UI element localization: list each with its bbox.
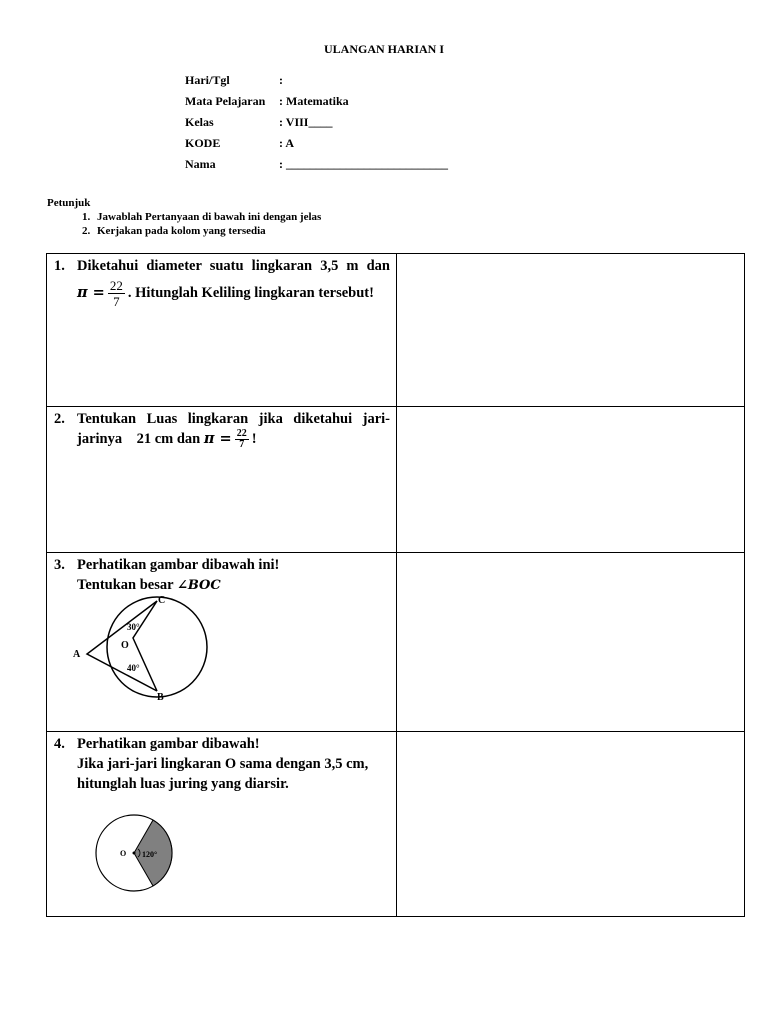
question-row-4: [47, 732, 745, 917]
field-value: : Matematika: [279, 94, 349, 108]
field-label: Nama: [185, 157, 216, 171]
label-c: C: [158, 596, 166, 606]
page-title: ULANGAN HARIAN I: [323, 42, 444, 56]
pi-symbol: π =: [77, 283, 105, 301]
question-number: 2.: [54, 411, 65, 427]
question-text: Perhatikan gambar dibawah!: [77, 736, 260, 752]
question-text: Perhatikan gambar dibawah ini!: [77, 557, 280, 573]
question-text: jarinya 21 cm dan: [77, 431, 201, 447]
answer-cell-3[interactable]: [397, 553, 745, 732]
field-label: Hari/Tgl: [185, 73, 230, 87]
field-hari-tgl: [185, 70, 448, 91]
question-number: 4.: [54, 736, 65, 752]
question-cell-2: [47, 407, 397, 553]
instruction-item: 2. Kerjakan pada kolom yang tersedia: [93, 224, 321, 238]
answer-cell-1[interactable]: [397, 254, 745, 407]
answer-cell-2[interactable]: [397, 407, 745, 553]
question-row-2: [47, 407, 745, 553]
sector-figure: [89, 814, 179, 894]
center-label-o: O: [120, 849, 127, 858]
question-text: hitunglah luas juring yang diarsir.: [77, 776, 289, 792]
fraction-denominator: 7: [113, 294, 120, 309]
label-b: B: [157, 692, 164, 701]
field-label: Kelas: [185, 115, 214, 129]
angle-boc: ∠BOC: [176, 578, 221, 593]
question-text: Jika jari-jari lingkaran O sama dengan 3,5 cm,: [77, 756, 369, 772]
fraction-numerator: 22: [236, 428, 247, 440]
angle-label-120: 120°: [142, 850, 158, 859]
field-value[interactable]: :: [279, 73, 283, 87]
identity-block: [185, 70, 448, 175]
instructions: [47, 197, 321, 238]
question-text: Tentukan besar: [77, 577, 174, 593]
instructions-list: [47, 210, 321, 238]
question-text: Tentukan Luas lingkaran jika diketahui jari-: [77, 411, 390, 427]
label-a: A: [73, 649, 81, 660]
question-number: 3.: [54, 557, 65, 573]
question-row-1: [47, 254, 745, 407]
field-label: Mata Pelajaran: [185, 94, 266, 108]
instructions-title: Petunjuk: [47, 197, 91, 209]
instruction-item: 1. Jawablah Pertanyaan di bawah ini dengan jelas: [93, 210, 321, 224]
field-value: : A: [279, 136, 294, 150]
question-text: Diketahui diameter suatu lingkaran 3,5 m dan: [77, 258, 390, 274]
question-cell-3: [47, 553, 397, 732]
field-label: KODE: [185, 136, 221, 150]
fraction-denominator: 7: [239, 439, 245, 451]
question-text: . Hitunglah Keliling lingkaran tersebut!: [127, 284, 374, 301]
field-kode: [185, 133, 448, 154]
field-value[interactable]: : VIII____: [279, 115, 333, 129]
field-nama: [185, 154, 448, 175]
question-number: 1.: [54, 258, 65, 274]
question-cell-1: [47, 254, 397, 407]
fraction-numerator: 22: [109, 278, 123, 293]
question-cell-4: [47, 732, 397, 917]
label-o: O: [121, 640, 129, 651]
pi-symbol: π =: [203, 430, 232, 447]
field-mata-pelajaran: [185, 91, 448, 112]
angle-label-30: 30°: [127, 622, 140, 632]
center-point: [133, 852, 136, 855]
field-value[interactable]: : ___________________________: [279, 157, 448, 171]
circle-inscribed-angle-figure: [71, 596, 221, 701]
question-text: !: [251, 431, 257, 447]
field-kelas: [185, 112, 448, 133]
fraction-22-7: [235, 429, 249, 450]
question-table: [46, 253, 745, 917]
question-row-3: [47, 553, 745, 732]
fraction-22-7: [108, 278, 125, 309]
angle-label-40: 40°: [127, 663, 140, 673]
answer-cell-4[interactable]: [397, 732, 745, 917]
